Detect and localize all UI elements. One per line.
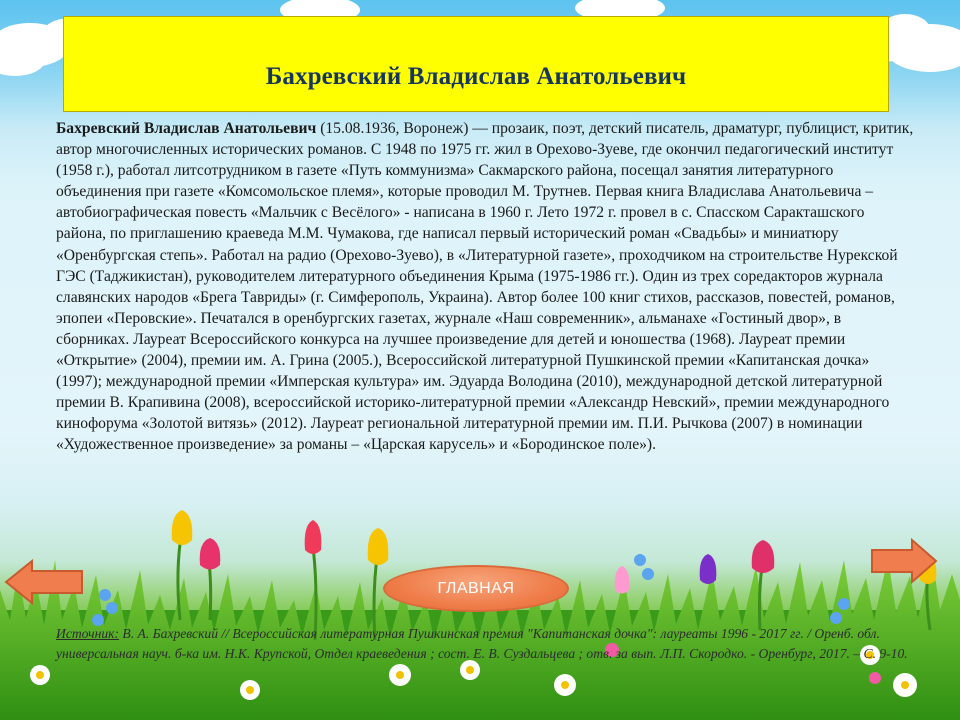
biography-text xyxy=(56,118,914,456)
main-page-button[interactable] xyxy=(383,565,569,612)
source-body: В. А. Бахревский // Всероссийская литературная Пушкинская премия "Капитанская дочка": лауреаты 1996 - 2017 гг. / Оренб. обл. универсальная науч. б-ка им. Н.К. Крупской, Отдел краеведения ; сост. Е. В. Суздальцева ; отв. за вып. Л.П. Скородко. - Оренбург, 2017. – С. 9-10. xyxy=(56,626,908,661)
source-label: Источник: xyxy=(56,626,120,641)
title-banner xyxy=(63,16,889,112)
biography-body: (15.08.1936, Воронеж) — прозаик, поэт, детский писатель, драматург, публицист, критик, автор многочисленных исторических романов. С 1948 по 1975 гг. жил в Орехово-Зуеве, где окончил педагогический институт (1958 г.), работал литсотрудником в газете «Путь коммунизма» Сакмарского района, посещал занятия литературного объединения при газете «Комсомольское племя», которые проводил М. Трутнев. Первая книга Владислава Анатольевича – автобиографическая повесть «Мальчик с Весёлого» - написана в 1960 г. Лето 1972 г. провел в с. Спасском Саракташского района, по приглашению краеведа М.М. Чумакова, где написал первый исторический роман «Свадьбы» и миниатюру «Оренбургская степь». Работал на радио (Орехово-Зуево), в «Литературной газете», проходчиком на строительстве Нурекской ГЭС (Таджикистан), руководителем литературного объединения Крыма (1975-1986 гг.). Один из трех соредакторов журнала славянских народов «Брега Тавриды» (г. Симферополь, Украина). Автор более 100 книг стихов, рассказов, повестей, романов, эпопеи «Перовские». Печатался в оренбургских газетах, журнале «Наш современник», альманахе «Гостиный двор», в сборниках. Лауреат Всероссийского конкурса на лучшее произведение для детей и юношества (1968). Лауреат премии «Открытие» (2004), премии им. А. Грина (2005.), Всероссийской литературной Пушкинской премии «Капитанская дочка» (1997); международной премии «Имперская культура» им. Эдуарда Володина (2010), международной детской литературной премии В. Крапивина (2008), всероссийской историко-литературной премии «Александр Невский», премии международного кинофорума «Золотой витязь» (2012). Лауреат региональной литературной премии им. П.И. Рычкова (2007) в номинации «Художественное произведение» за романы – «Царская карусель» и «Бородинское поле»). xyxy=(56,120,914,454)
arrow-left-icon[interactable] xyxy=(4,559,84,605)
biography-name: Бахревский Владислав Анатольевич xyxy=(56,120,317,137)
slide-title: Бахревский Владислав Анатольевич xyxy=(265,63,687,90)
main-page-button-label: ГЛАВНАЯ xyxy=(437,579,515,597)
source-citation xyxy=(56,624,926,663)
arrow-right-icon[interactable] xyxy=(870,538,938,584)
